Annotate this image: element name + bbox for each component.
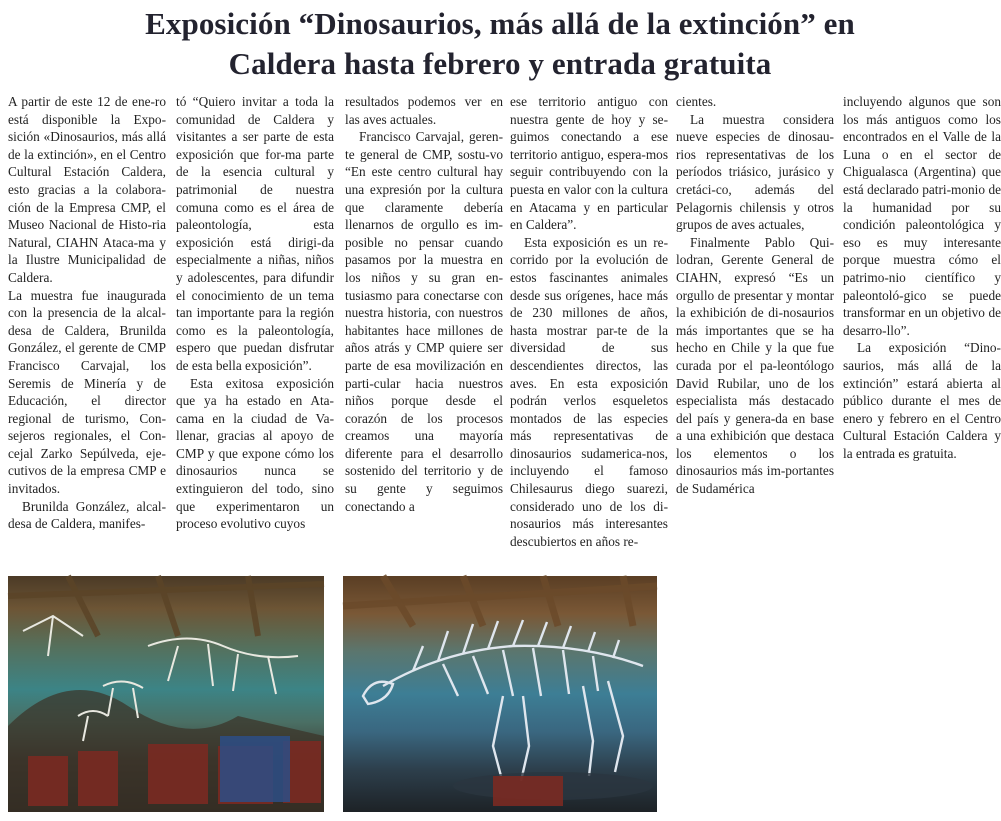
article-column-3 (345, 93, 503, 515)
article-column-6 (843, 93, 1001, 462)
headline-line-1: Exposición “Dinosaurios, más allá de la extinción” en (145, 6, 855, 41)
article-paragraph: resultados podemos ver en las aves actuales. (345, 94, 503, 127)
article-paragraph: Brunilda González, alcal-desa de Caldera, manifes- (8, 498, 166, 532)
article-paragraph: cientes. (676, 94, 717, 109)
article-paragraph: Esta exposición es un re-corrido por la evolución de estos fascinantes animales desde sus orígenes, hace más de 230 millones de años, hasta mostrar par-te de la diversidad de sus descendientes directos, las aves. En esta exposición podrán verlos esqueletos montados de las especies más representativas de dinosaurios sudamerica-nos, incluyendo el famoso Chilesaurus diego suarezi, considerado uno de los di-nosaurios más interesantes descubiertos en años re- (510, 234, 668, 549)
article-paragraph: Finalmente Pablo Qui-lodran, Gerente General de CIAHN, expresó “Es un orgullo de presentar y montar la exhibición de di-nosaurios más importantes que se ha hecho en Chile y la que fue curada por el pa-leontólogo David Rubilar, uno de los especialista más destacado del país y genera-da en base a una exhibición que destaca los elementos o los dinosaurios más im-portantes de Sudamérica (676, 234, 835, 497)
headline (0, 4, 1000, 84)
article-paragraph: La muestra considera nueve especies de dinosau-rios representativas de los períodos triásico, jurásico y cretáci-co, además del Pelagornis chilensis y otros grupos de aves actuales, (676, 111, 834, 233)
headline-line-2: Caldera hasta febrero y entrada gratuita (228, 46, 772, 81)
article-paragraph: ese territorio antiguo con nuestra gente de hoy y se-guimos conectando a ese territorio antiguo, espera-mos seguir contribuyendo con la puesta en valor con la cultura en Atacama y en particular en Caldera”. (510, 94, 669, 233)
article-column-1 (8, 93, 166, 533)
article-paragraph: La muestra fue inaugurada con la presencia de la alcal-desa de Caldera, Brunilda González, el gerente de CMP Francisco Carvajal, los Seremis de Minería y de Educación, el director regional de turismo, Con-sejeros regionales, el Con-cejal Zarko Sepúlveda, eje-cutivos de la empresa CMP e invitados. (8, 287, 166, 497)
exhibition-photo-right (343, 576, 657, 812)
article-column-2 (176, 93, 334, 533)
article-paragraph: Francisco Carvajal, geren-te general de CMP, sostu-vo “En este centro cultural hay una expresión por la cultura que claramente debería llenarnos de orgullo es im-posible no pensar cuando pasamos por la muestra en los niños y su gran en-tusiasmo para conectarse con nuestra historia, con nuestros habitantes hace millones de años atrás y CMP quiere ser parte de esa movilización en parti-cular hacia nuestros niños porque desde el corazón de los procesos creamos una mayoría diferente para el desarrollo sostenido del territorio y de su gente y seguimos conectando a (345, 129, 504, 514)
article-paragraph: incluyendo algunos que son los más antiguos como los encontrados en el Valle de la Luna o en el sector de Chigualasca (Argentina) que está declarado patri-monio de la humanidad por su condición paleontológica y eso es muy interesante porque muestra cómo el patrimo-nio científico y paleontoló-gico se puede transformar en un objetivo de desarro-llo”. (843, 94, 1001, 338)
article-paragraph: A partir de este 12 de ene-ro está disponible la Expo-sición «Dinosaurios, más allá de la extinción», en el Centro Cultural Estación Caldera, esto gracias a la colabora-ción de la Empresa CMP, el Museo Nacional de Histo-ria Natural, CIAHN Ataca-ma y la Ilustre Municipalidad de Caldera. (8, 94, 166, 285)
article-paragraph: Esta exitosa exposición que ya ha estado en Ata-cama en la ciudad de Va-llenar, gracias al apoyo de CMP y que expone cómo los dinosaurios nunca se extinguieron del todo, sino que experimentaron un proceso evolutivo cuyos (176, 375, 334, 532)
article-paragraph: tó “Quiero invitar a toda la comunidad de Caldera y visitantes a ser parte de esta exposición que for-ma parte de la esencia cultural y patrimonial de nuestra comuna como es el área de paleontología, esta exposición está dirigi-da especialmente a niñas, niños y adolescentes, para difundir el conocimiento de un tema tan importante para la región como es la paleontología, espero que puedan disfrutar de esta bella exposición”. (176, 94, 334, 373)
article-column-5 (676, 93, 834, 498)
article-paragraph: La exposición “Dino-saurios, más allá de la extinción” estará abierta al público durante el mes de enero y febrero en el Centro Cultural Estación Caldera y la entrada es gratuita. (843, 340, 1001, 461)
article-column-4 (510, 93, 668, 550)
exhibition-photo-left (8, 576, 324, 812)
